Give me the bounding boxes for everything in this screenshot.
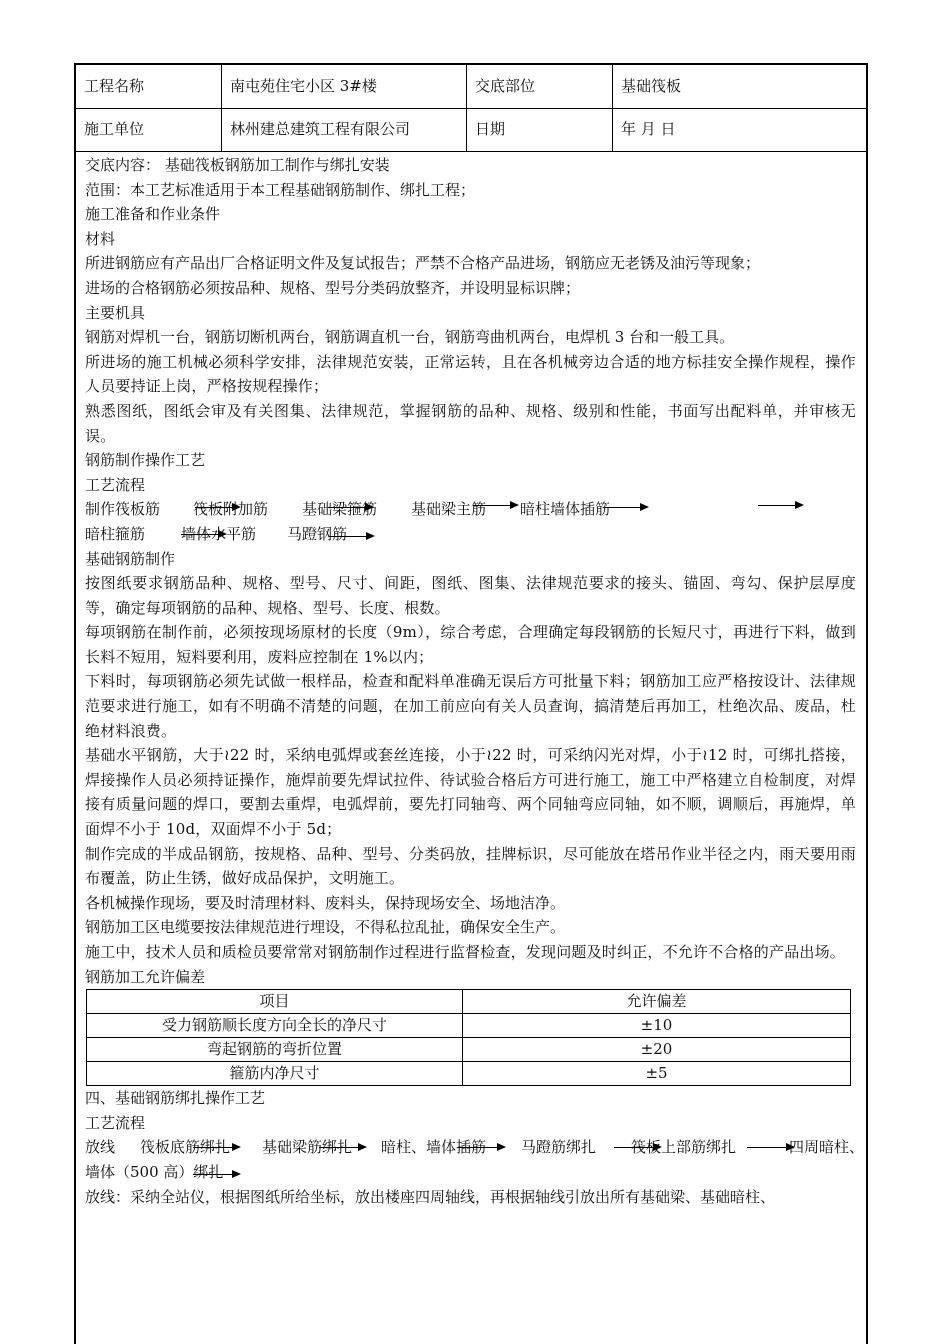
section-heading: 四、基础钢筋绑扎操作工艺 (85, 1089, 266, 1108)
flow-arrow-icon (328, 507, 372, 508)
text-line: 钢筋加工区电缆要按法律规范进行埋设，不得私拉乱扯，确保安全生产。 (85, 918, 566, 937)
construction-unit-label: 施工单位 (76, 108, 222, 151)
process-flow-4 (85, 1160, 856, 1185)
flow-step: 马蹬钢筋 (287, 524, 348, 543)
section-heading: 工艺流程 (85, 1113, 146, 1132)
paragraph: 制作完成的半成品钢筋，按规格、品种、型号、分类码放，挂牌标识，尽可能放在塔吊作业半径之内，雨天要用雨布覆盖，防止生锈，做好成品保护，文明施工。 (85, 844, 856, 888)
header-row-1 (76, 65, 866, 109)
paragraph: 下料时，每项钢筋必须先试做一根样品，检查和配料单准确无误后方可批量下料；钢筋加工应严格按设计、法律规范要求进行施工，如有不明确不清楚的问题，在加工前应向有关人员查询，搞清楚后再加工，杜绝次品、废品，杜绝材料浪费。 (85, 672, 856, 740)
table-caption: 钢筋加工允许偏差 (85, 967, 206, 986)
section-heading: 基础钢筋制作 (85, 549, 176, 568)
table-row (87, 1062, 851, 1086)
flow-arrow-icon (329, 536, 373, 537)
text-line: 钢筋对焊机一台，钢筋切断机两台，钢筋调直机一台，钢筋弯曲机两台，电焊机 3 台和一般工具。 (85, 328, 735, 347)
flow-arrow-icon (319, 1147, 365, 1148)
flow-step: 筏板上部筋绑扎 (631, 1138, 737, 1157)
table-cell: 弯起钢筋的弯折位置 (87, 1038, 463, 1062)
process-flow-3 (85, 1135, 865, 1160)
flow-arrow-icon (473, 505, 517, 506)
date-value: 年 月 日 (621, 120, 676, 138)
section-heading: 材料 (85, 229, 116, 248)
flow-step: 基础梁筋绑扎 (262, 1138, 353, 1157)
paragraph: 按图纸要求钢筋品种、规格、型号、尺寸、间距，图纸、图集、法律规范要求的接头、锚固、弯勾、保护层厚度等，确定每项钢筋的品种、规格、型号、长度、根数。 (85, 574, 856, 617)
column-header: 允许偏差 (463, 990, 851, 1014)
construction-unit-value: 林州建总建筑工程有限公司 (222, 108, 467, 151)
content-title: 交底内容： 基础筏板钢筋加工制作与绑扎安装 (85, 156, 390, 174)
header-row-2 (76, 108, 866, 152)
flow-step: 墙体水平筋 (181, 524, 257, 543)
text-line: 各机械操作现场，要及时清理材料、废料头，保持现场安全、场地洁净。 (85, 893, 566, 912)
paragraph: 施工中，技术人员和质检员要常常对钢筋制作过程进行监督检查，发现问题及时纠正，不允许不合格的产品出场。 (85, 943, 846, 961)
process-flow-1 (85, 497, 856, 522)
handover-part-value: 基础筏板 (621, 77, 682, 95)
section-heading: 主要机具 (85, 303, 146, 322)
flow-step: 暗柱、墙体插筋 (381, 1138, 487, 1157)
table-header-row (87, 990, 851, 1014)
flow-arrow-icon (614, 1147, 660, 1148)
tolerance-table (86, 989, 851, 1086)
flow-step: 制作筏板筋 (85, 500, 161, 519)
flow-arrow-icon (181, 534, 225, 535)
flow-arrow-icon (193, 1174, 239, 1175)
flow-step: 马蹬筋绑扎 (521, 1138, 597, 1157)
flow-step: 筏板底筋绑扎 (140, 1138, 231, 1157)
section-heading: 钢筋制作操作工艺 (85, 451, 206, 470)
paragraph: 熟悉图纸，图纸会审及有关图集、法律规范，掌握钢筋的品种、规格、级别和性能，书面写出配料单，并审核无误。 (85, 401, 856, 445)
project-name-value: 南屯苑住宅小区 3#楼 (222, 65, 467, 108)
document-page (74, 63, 868, 1344)
flow-arrow-icon (193, 1147, 239, 1148)
flow-arrow-icon (458, 1147, 504, 1148)
flow-step: 墙体（500 高）绑扎 (85, 1162, 224, 1181)
handover-part-label: 交底部位 (467, 65, 613, 108)
flow-step: 四周暗柱、 (789, 1138, 865, 1157)
flow-arrow-icon (195, 507, 239, 508)
flow-step: 暗柱墙体插筋 (520, 500, 611, 519)
flow-step: 筏板附加筋 (193, 500, 269, 519)
table-cell: 箍筋内净尺寸 (87, 1062, 463, 1086)
paragraph: 每项钢筋在制作前，必须按现场原材的长度（9m），综合考虑，合理确定每段钢筋的长短尺寸，再进行下料，做到长料不短用，短料要利用，废料应控制在 1%以内； (85, 623, 856, 666)
paragraph: 所进场的施工机械必须科学安排，法律规范安装，正常运转，且在各机械旁边合适的地方标挂安全操作规程，操作人员要持证上岗，严格按规程操作； (85, 352, 856, 396)
flow-arrow-icon (758, 505, 802, 506)
project-name-label: 工程名称 (76, 65, 222, 108)
column-header: 项目 (87, 990, 463, 1014)
text-line: 放线：采纳全站仪，根据图纸所给坐标，放出楼座四周轴线，再根据轴线引放出所有基础梁、基础暗柱、 (85, 1187, 776, 1206)
process-flow-2 (85, 522, 856, 547)
text-line: 进场的合格钢筋必须按品种、规格、型号分类码放整齐，并设明显标识牌； (85, 278, 581, 297)
table-cell: ±5 (463, 1062, 851, 1086)
table-cell: 受力钢筋顺长度方向全长的净尺寸 (87, 1014, 463, 1038)
paragraph: 基础水平钢筋，大于≀22 时，采纳电弧焊或套丝连接，小于≀22 时，可采纳闪光对焊，小于≀12 时，可绑扎搭接，焊接操作人员必须持证操作，施焊前要先焊试拉件、待试验合格后方可进行施工，施工中严格建立自检制度，对焊接有质量问题的焊口，要割去重焊，电弧焊前，要先打同轴弯、两个同轴弯应同轴，如不顺，调顺后，再施焊，单面焊不小于 10d，双面焊不小于 5d； (85, 746, 856, 839)
section-heading: 施工准备和作业条件 (85, 205, 221, 224)
scope-line: 范围：本工艺标准适用于本工程基础钢筋制作、绑扎工程； (85, 180, 476, 199)
flow-step: 放线 (85, 1138, 116, 1157)
table-cell: ±10 (463, 1014, 851, 1038)
table-cell: ±20 (463, 1038, 851, 1062)
flow-arrow-icon (747, 1147, 793, 1148)
table-row (87, 1014, 851, 1038)
flow-step: 基础梁主筋 (411, 500, 487, 519)
flow-step: 暗柱箍筋 (85, 524, 146, 543)
handover-content (76, 153, 866, 1209)
text-line: 所进钢筋应有产品出厂合格证明文件及复试报告；严禁不合格产品进场，钢筋应无老锈及油污等现象； (85, 254, 761, 273)
flow-arrow-icon (603, 507, 647, 508)
table-row (87, 1038, 851, 1062)
section-heading: 工艺流程 (85, 475, 146, 494)
date-label: 日期 (467, 108, 613, 151)
flow-step: 基础梁箍筋 (302, 500, 378, 519)
